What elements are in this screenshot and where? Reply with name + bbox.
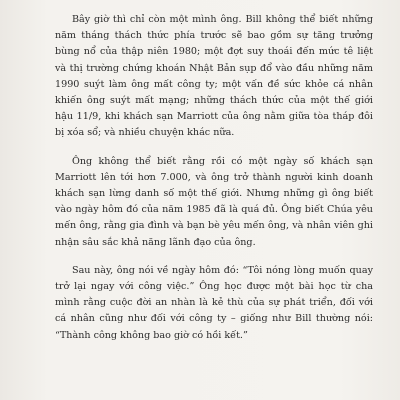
paragraph-1: Bây giờ thì chỉ còn một mình ông. Bill không thể biết những năm tháng thách thức phía trước sẽ bao gồm sự tăng trưởng bùng nổ của thập niên 1980; một đợt suy thoái đến mức tê liệt và thị trường chứng khoán Nhật Bản sụp đổ vào đầu những năm 1990 suýt làm ông mất công ty; một vấn đề sức khỏe cá nhân khiến ông suýt mất mạng; những thách thức của một thế giới hậu 11/9, khi khách sạn Marriott của ông nằm giữa tòa tháp đôi bị xóa sổ; và nhiều chuyện khác nữa.: [55, 14, 373, 139]
paragraph-spacer: [55, 142, 373, 154]
paragraph-spacer: [55, 251, 373, 263]
paragraph-3: Sau này, ông nói về ngày hôm đó: “Tôi nóng lòng muốn quay trở lại ngay với công việc.” Ông học được một bài học từ cha mình rằng cuộc đời an nhàn là kẻ thù của sự phát triển, đối với cá nhân cũng như đối với công ty – giống như Bill thường nói: “Thành công không bao giờ có hồi kết.”: [55, 264, 373, 341]
paragraph-2: Ông không thể biết rằng rồi có một ngày số khách sạn Marriott lên tới hơn 7.000, và ông trở thành người kinh doanh khách sạn lừng danh số một thế giới. Nhưng những gì ông biết vào ngày hôm đó của năm 1985 đã là quá đủ. Ông biết Chúa yêu mến ông, rằng gia đình và bạn bè yêu mến ông, và nhân viên ghi nhận sâu sắc khả năng lãnh đạo của ông.: [55, 155, 373, 248]
body-text: [55, 12, 373, 344]
